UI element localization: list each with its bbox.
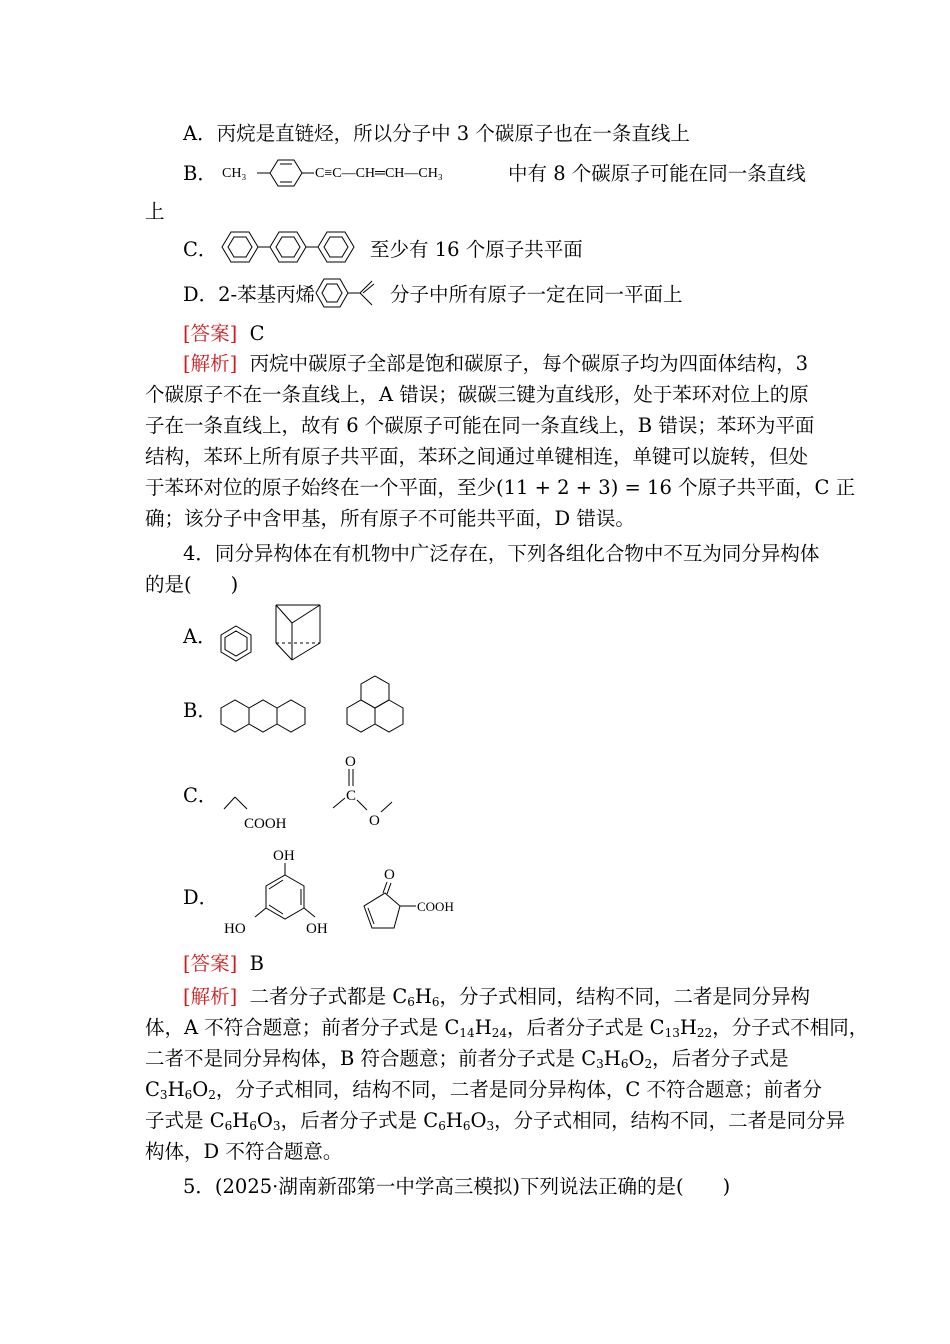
q5-text: 下列说法正确的是( ) [519, 1175, 731, 1198]
q4-c-methyl-acetate [330, 752, 402, 828]
q4-option-c: C． [183, 784, 218, 807]
q4-c-cooh: COOH [244, 816, 287, 832]
q3-option-d-name: 2-苯基丙烯 [218, 283, 316, 306]
q4-analysis-line-5: 子式是 $C_6H_6O_3$，后者分子式是 $C_6H_6O_3$，分子式相同，结构不同，二者是同分异 [145, 1109, 846, 1133]
q3-option-a-text: 丙烷是直链烃，所以分子中 3 个碳原子也在一条直线上 [216, 122, 690, 145]
q3-b-structure [222, 158, 502, 188]
q3-option-b-letter: B． [183, 162, 217, 185]
q4-d-o-keto: O [384, 867, 395, 883]
q4-answer-value: B [249, 952, 264, 975]
q4-option-d: D． [183, 886, 219, 909]
q3-analysis-label: [解析] [183, 352, 238, 375]
q4-answer-label: [答案] [183, 952, 238, 975]
q4-analysis-line-2: 体，A 不符合题意；前者分子式是 $C_{14}H_{24}$，后者分子式是 $C_{13}H_{22}$，分子式不相同， [145, 1016, 869, 1040]
q4-d-cooh: COOH [417, 899, 454, 914]
q3-analysis-line-6: 确；该分子中含甲基，所有原子不可能共平面，D 错误。 [145, 507, 635, 530]
q4-analysis-line-4: $C_3H_6O_2$，分子式相同，结构不同，二者是同分异构体，C 不符合题意；前者分 [145, 1078, 822, 1102]
q3-option-b-cont: 上 [145, 200, 165, 223]
q3-d-phenylpropene [314, 276, 386, 310]
q3-option-d-letter: D． [183, 283, 219, 306]
q3-option-c-text: 至少有 16 个原子共平面 [370, 238, 583, 261]
q4-d-cyclopentenone-acid [356, 866, 466, 934]
q4-answer [183, 950, 264, 978]
q3-c-terphenyl [220, 229, 360, 265]
q3-answer-label: [答案] [183, 322, 238, 345]
q3-option-c-letter: C． [183, 238, 218, 261]
q5-source: (2025·湖南新邵第一中学高三模拟) [214, 1175, 520, 1198]
q4-d-oh-top: OH [273, 848, 295, 864]
q4-stem-line-2: 的是( ) [145, 573, 239, 596]
q3-option-b-text: 中有 8 个碳原子可能在同一条直线 [508, 162, 806, 185]
q5-number: 5． [183, 1175, 215, 1198]
q3-option-d-prefix [183, 281, 315, 309]
q3-option-b [183, 160, 217, 188]
q4-d-phloroglucinol [222, 847, 332, 937]
q3-b-ch3-left: CH₃ [222, 166, 247, 181]
q4-option-a: A． [183, 625, 217, 648]
q3-option-a-letter: A． [183, 122, 217, 145]
q3-analysis-line-3: 子在一条直线上，故有 6 个碳原子可能在同一条直线上，B 错误；苯环为平面 [145, 414, 815, 437]
q3-analysis-line-4: 结构，苯环上所有原子共平面，苯环之间通过单键相连，单键可以旋转，但处 [145, 445, 809, 468]
q4-d-ho-left: HO [224, 921, 246, 937]
q3-option-d-text: 分子中所有原子一定在同一平面上 [390, 283, 683, 306]
q4-a-prismane [272, 601, 324, 663]
q4-c-propanoic-acid [220, 795, 310, 835]
q3-analysis-line-5: 于苯环对位的原子始终在一个平面，至少(11 + 2 + 3) = 16 个原子共平面，C 正 [145, 476, 856, 499]
q4-c-o-top: O [345, 754, 356, 770]
q4-stem-line-1: 4．同分异构体在有机物中广泛存在，下列各组化合物中不互为同分异构体 [183, 542, 820, 565]
q4-analysis-line-1: [解析] 二者分子式都是 $C_6H_6$，分子式相同，结构不同，二者是同分异构 [183, 985, 811, 1009]
q3-answer-value: C [249, 322, 265, 345]
q3-b-chain: C≡C—CH═CH—CH₃ [315, 166, 443, 181]
q4-b-perhydrophenalene [343, 674, 407, 730]
q4-analysis-line-6: 构体，D 不符合题意。 [145, 1140, 343, 1163]
q4-analysis-label: [解析] [183, 985, 238, 1008]
q4-a-benzene [219, 624, 255, 664]
q4-analysis-line-3: 二者不是同分异构体，B 符合题意；前者分子式是 $C_3H_6O_2$，后者分子式是 [145, 1047, 789, 1071]
q4-d-oh-right: OH [306, 921, 328, 937]
q4-c-c-center: C [346, 788, 357, 804]
q3-answer [183, 320, 265, 348]
q3-analysis-line-2: 个碳原子不在一条直线上，A 错误；碳碳三键为直线形，处于苯环对位上的原 [145, 383, 809, 406]
q4-b-perhydroanthracene [219, 698, 311, 738]
q4-option-b: B． [183, 699, 217, 722]
q3-option-a [183, 120, 690, 148]
q5-stem [183, 1173, 730, 1201]
q4-c-o-ester: O [369, 813, 380, 829]
q3-analysis-line-1: [解析] 丙烷中碳原子全部是饱和碳原子，每个碳原子均为四面体结构，3 [183, 352, 809, 375]
